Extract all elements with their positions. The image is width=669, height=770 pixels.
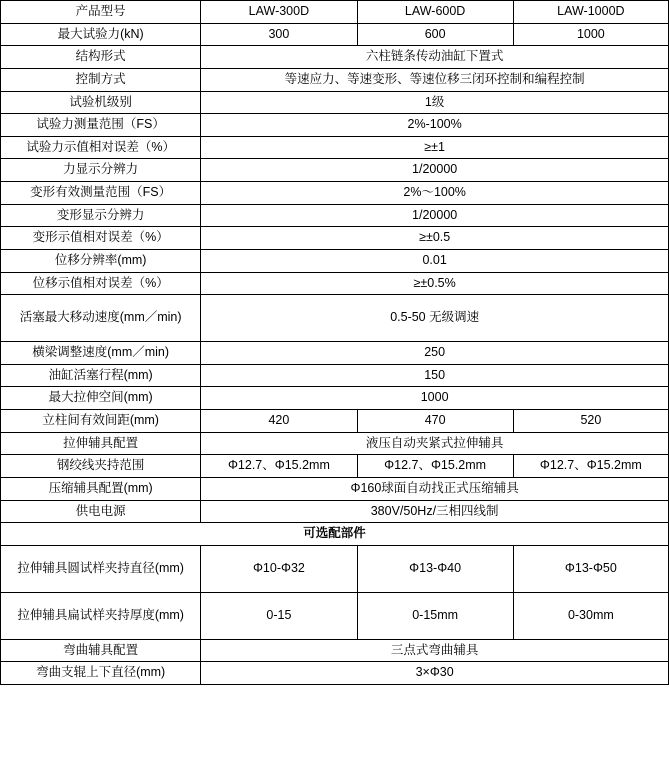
strand-range-row [1,455,669,478]
machine-class-row [1,91,669,114]
row-label: 试验力示值相对误差（%） [1,136,201,159]
tensile-fixture-row [1,432,669,455]
row-value: 1/20000 [201,159,669,182]
max-force-row [1,23,669,46]
row-label: 变形示值相对误差（%） [1,227,201,250]
row-label: 拉伸辅具圆试样夹持直径(mm) [1,545,201,592]
row-label: 油缸活塞行程(mm) [1,364,201,387]
compression-fixture-row [1,477,669,500]
row-value: 3×Φ30 [201,662,669,685]
row-value: Φ13-Φ40 [357,545,513,592]
force-range-row [1,114,669,137]
row-label: 试验力测量范围（FS） [1,114,201,137]
row-value: LAW-300D [201,1,357,24]
max-tensile-space-row [1,387,669,410]
structure-row [1,46,669,69]
row-value: ≥±0.5% [201,272,669,295]
row-value: 470 [357,410,513,433]
row-value: 等速应力、等速变形、等速位移三闭环控制和编程控制 [201,68,669,91]
row-label: 弯曲辅具配置 [1,639,201,662]
section-title: 可选配部件 [1,523,669,546]
deformation-range-row [1,182,669,205]
row-label: 位移示值相对误差（%） [1,272,201,295]
row-label: 压缩辅具配置(mm) [1,477,201,500]
row-label: 拉伸辅具配置 [1,432,201,455]
row-label: 供电电源 [1,500,201,523]
row-value: 150 [201,364,669,387]
row-value: 六柱链条传动油缸下置式 [201,46,669,69]
row-value: Φ13-Φ50 [513,545,668,592]
row-label: 结构形式 [1,46,201,69]
row-label: 横梁调整速度(mm／min) [1,342,201,365]
row-label: 产品型号 [1,1,201,24]
row-value: Φ12.7、Φ15.2mm [513,455,668,478]
row-value: 0.5-50 无级调速 [201,295,669,342]
row-value: Φ160球面自动找正式压缩辅具 [201,477,669,500]
power-supply-row [1,500,669,523]
row-label: 位移分辨率(mm) [1,249,201,272]
row-value: 1000 [513,23,668,46]
row-label: 立柱间有效间距(mm) [1,410,201,433]
row-label: 活塞最大移动速度(mm／min) [1,295,201,342]
round-sample-diameter-row [1,545,669,592]
row-value: ≥±1 [201,136,669,159]
deformation-error-row [1,227,669,250]
row-value: 1/20000 [201,204,669,227]
row-label: 钢绞线夹持范围 [1,455,201,478]
row-label: 最大试验力(kN) [1,23,201,46]
row-label: 控制方式 [1,68,201,91]
column-spacing-row [1,410,669,433]
crossbeam-speed-row [1,342,669,365]
deformation-resolution-row [1,204,669,227]
row-value: LAW-600D [357,1,513,24]
row-value: ≥±0.5 [201,227,669,250]
row-value: Φ12.7、Φ15.2mm [357,455,513,478]
displacement-resolution-row [1,249,669,272]
displacement-error-row [1,272,669,295]
piston-speed-row [1,295,669,342]
force-resolution-row [1,159,669,182]
row-value: 250 [201,342,669,365]
row-value: 液压自动夹紧式拉伸辅具 [201,432,669,455]
row-value: 1级 [201,91,669,114]
row-value: 300 [201,23,357,46]
piston-stroke-row [1,364,669,387]
row-label: 最大拉伸空间(mm) [1,387,201,410]
flat-sample-thickness-row [1,592,669,639]
row-value: 0-15mm [357,592,513,639]
row-value: 600 [357,23,513,46]
model-row [1,1,669,24]
table-body [1,1,669,685]
row-label: 弯曲支辊上下直径(mm) [1,662,201,685]
row-value: 520 [513,410,668,433]
row-label: 试验机级别 [1,91,201,114]
row-value: Φ12.7、Φ15.2mm [201,455,357,478]
row-value: LAW-1000D [513,1,668,24]
row-value: Φ10-Φ32 [201,545,357,592]
row-value: 1000 [201,387,669,410]
control-mode-row [1,68,669,91]
row-label: 力显示分辨力 [1,159,201,182]
row-value: 420 [201,410,357,433]
force-error-row [1,136,669,159]
row-value: 2%～100% [201,182,669,205]
row-value: 0.01 [201,249,669,272]
row-label: 拉伸辅具扁试样夹持厚度(mm) [1,592,201,639]
row-value: 0-15 [201,592,357,639]
row-label: 变形有效测量范围（FS） [1,182,201,205]
bending-fixture-row [1,639,669,662]
row-value: 0-30mm [513,592,668,639]
optional-parts-section [1,523,669,546]
bending-roller-diameter-row [1,662,669,685]
row-label: 变形显示分辨力 [1,204,201,227]
row-value: 380V/50Hz/三相四线制 [201,500,669,523]
row-value: 2%-100% [201,114,669,137]
row-value: 三点式弯曲辅具 [201,639,669,662]
